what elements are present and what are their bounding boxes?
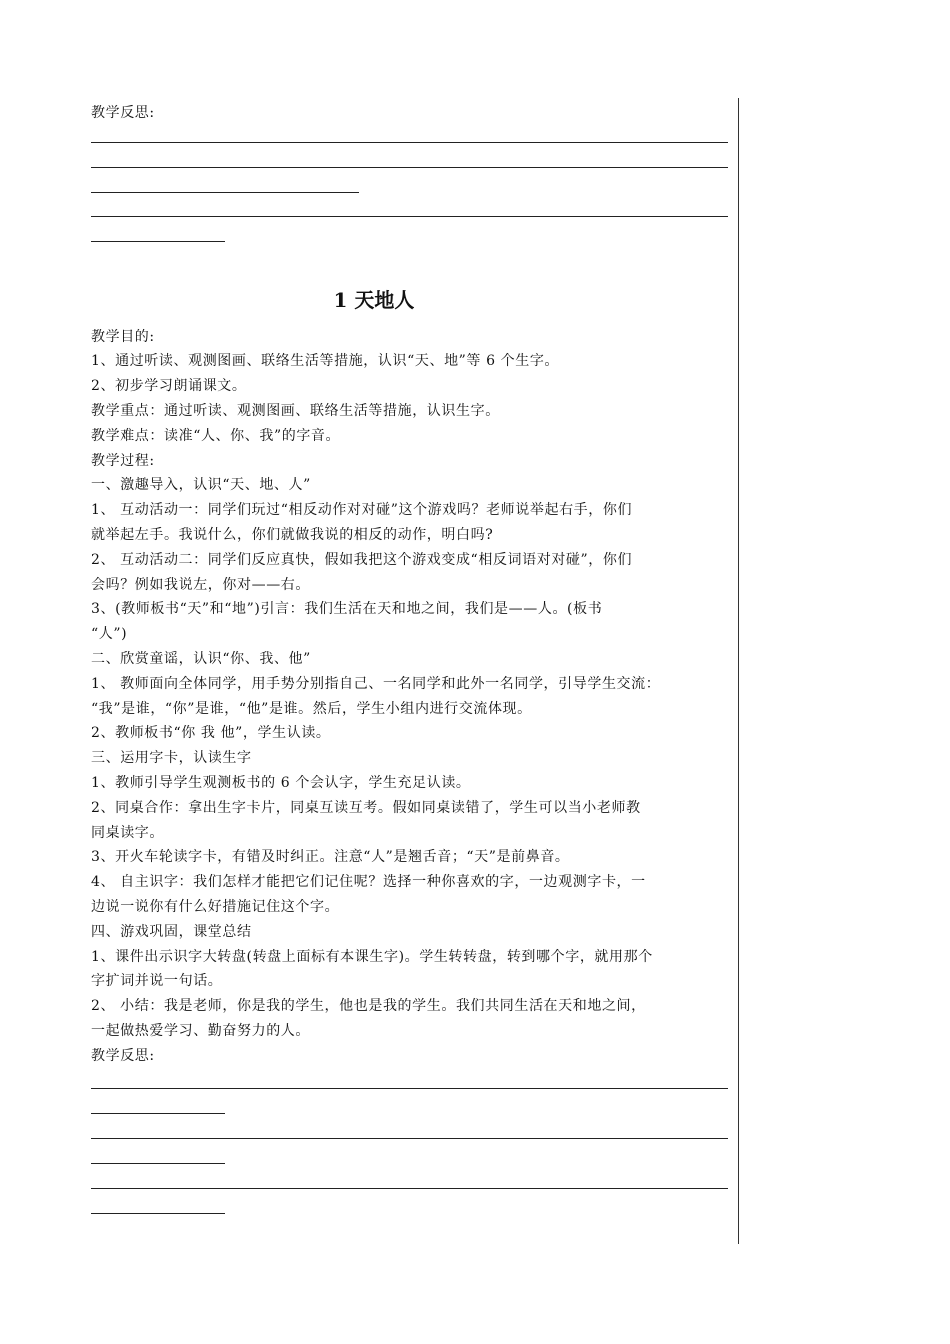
- blank-line: [91, 167, 728, 168]
- text-line: “我”是谁，“你”是谁，“他”是谁。然后，学生小组内进行交流体现。: [91, 701, 532, 717]
- text-line: 3、开火车轮读字卡，有错及时纠正。注意“人”是翘舌音；“天”是前鼻音。: [91, 849, 570, 865]
- text-line: 教学重点：通过听读、观测图画、联络生活等措施，认识生字。: [91, 403, 500, 419]
- text-line: 边说一说你有什么好措施记住这个字。: [91, 899, 340, 915]
- blank-line: [91, 1138, 728, 1139]
- blank-line: [91, 1088, 728, 1089]
- text-line: 2、 小结：我是老师，你是我的学生，他也是我的学生。我们共同生活在天和地之间，: [91, 998, 646, 1014]
- text-line: 1、 教师面向全体同学，用手势分别指自己、一名同学和此外一名同学，引导学生交流：: [91, 676, 661, 692]
- text-line: 同桌读字。: [91, 825, 164, 841]
- text-line: 四、游戏巩固，课堂总结: [91, 924, 252, 940]
- blank-line: [91, 1213, 225, 1214]
- text-line: 会吗？例如我说左，你对——右。: [91, 577, 310, 593]
- text-line: 教学过程:: [91, 453, 155, 469]
- text-line: 字扩词并说一句话。: [91, 973, 223, 989]
- text-line: 教学目的:: [91, 329, 155, 345]
- top-reflection-label: 教学反思:: [91, 105, 155, 121]
- page-right-border: [738, 98, 739, 1244]
- text-line: 教学难点：读准“人、你、我”的字音。: [91, 428, 341, 444]
- text-line: 三、运用字卡，认读生字: [91, 750, 252, 766]
- blank-line: [91, 241, 225, 242]
- text-line: 二、欣赏童谣，认识“你、我、他”: [91, 651, 311, 667]
- blank-line: [91, 1163, 225, 1164]
- text-line: 就举起左手。我说什么，你们就做我说的相反的动作，明白吗?: [91, 527, 494, 543]
- text-line: 2、同桌合作：拿出生字卡片，同桌互读互考。假如同桌读错了，学生可以当小老师教: [91, 800, 641, 816]
- text-line: 1、 互动活动一：同学们玩过“相反动作对对碰”这个游戏吗？老师说举起右手，你们: [91, 502, 633, 518]
- text-line: 1、通过听读、观测图画、联络生活等措施，认识“天、地”等 6 个生字。: [91, 353, 560, 369]
- text-line: 1、课件出示识字大转盘(转盘上面标有本课生字)。学生转转盘，转到哪个字，就用那个: [91, 949, 653, 965]
- blank-line: [91, 142, 728, 143]
- text-line: “人”): [91, 626, 128, 642]
- text-line: 3、(教师板书“天”和“地”)引言：我们生活在天和地之间，我们是——人。(板书: [91, 601, 603, 617]
- text-line: 2、教师板书“你 我 他”，学生认读。: [91, 725, 331, 741]
- text-line: 2、 互动活动二：同学们反应真快，假如我把这个游戏变成“相反词语对对碰”，你们: [91, 552, 633, 568]
- bottom-reflection-label: 教学反思:: [91, 1048, 155, 1064]
- text-line: 一、激趣导入，认识“天、地、人”: [91, 477, 311, 493]
- blank-line: [91, 216, 728, 217]
- text-line: 一起做热爱学习、勤奋努力的人。: [91, 1023, 310, 1039]
- text-line: 4、 自主识字：我们怎样才能把它们记住呢？选择一种你喜欢的字，一边观测字卡，一: [91, 874, 646, 890]
- lesson-title: 1 天地人: [333, 288, 415, 312]
- blank-line: [91, 1113, 225, 1114]
- text-line: 1、教师引导学生观测板书的 6 个会认字，学生充足认读。: [91, 775, 471, 791]
- blank-line: [91, 1188, 728, 1189]
- text-line: 2、初步学习朗诵课文。: [91, 378, 247, 394]
- blank-line: [91, 192, 359, 193]
